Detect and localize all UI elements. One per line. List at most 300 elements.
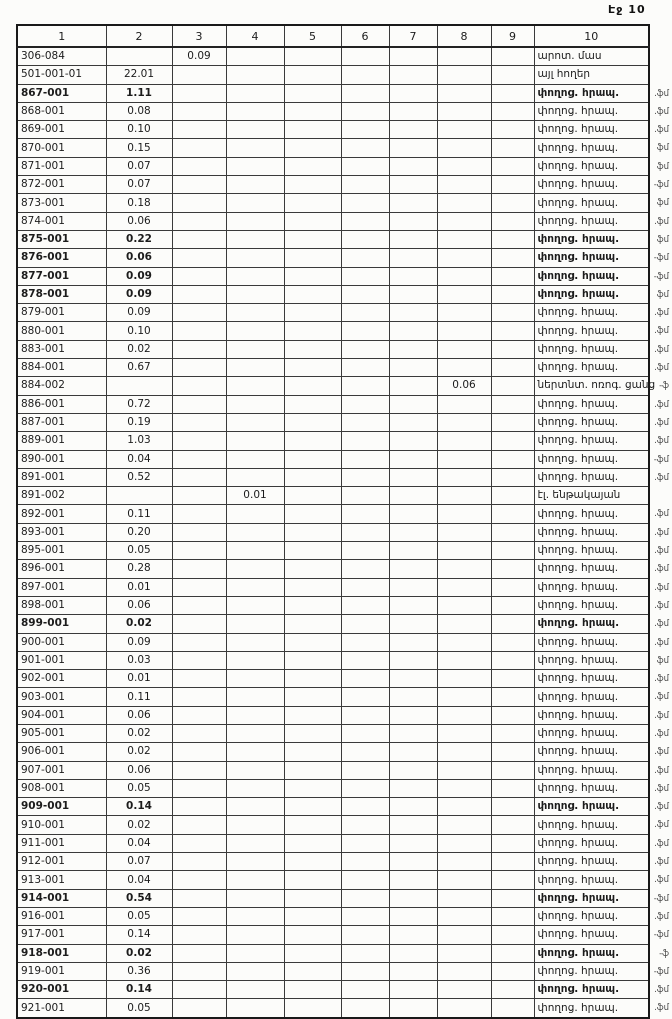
value-cell: [389, 981, 437, 999]
land-use-cell: փողոց. հրապ. .ֆմ: [534, 340, 649, 358]
value-cell: [172, 871, 226, 889]
value-cell: [437, 981, 491, 999]
value-cell: [389, 871, 437, 889]
value-cell: [284, 779, 341, 797]
value-cell: [437, 468, 491, 486]
value-cell: 0.15: [106, 139, 172, 157]
value-cell: [284, 761, 341, 779]
value-cell: [284, 212, 341, 230]
value-cell: 1.11: [106, 84, 172, 102]
value-cell: 0.01: [106, 578, 172, 596]
value-cell: [172, 779, 226, 797]
value-cell: [172, 267, 226, 285]
value-cell: [226, 688, 284, 706]
land-use-cell: փողոց. հրապ. .ֆմ: [534, 596, 649, 614]
value-cell: [491, 432, 534, 450]
value-cell: [437, 285, 491, 303]
value-cell: [341, 304, 389, 322]
value-cell: 0.36: [106, 962, 172, 980]
column-header-10: 10: [534, 25, 649, 47]
value-cell: [226, 542, 284, 560]
value-cell: [226, 340, 284, 358]
parcel-code-cell: 902-001: [17, 670, 106, 688]
value-cell: [389, 395, 437, 413]
value-cell: 0.67: [106, 359, 172, 377]
value-cell: [226, 304, 284, 322]
value-cell: [341, 798, 389, 816]
land-use-cell: այլ հողեր: [534, 66, 649, 84]
table-row: [17, 212, 649, 230]
value-cell: [226, 798, 284, 816]
table-row: [17, 523, 649, 541]
margin-mark: .ֆմ: [654, 692, 669, 703]
value-cell: [341, 66, 389, 84]
value-cell: [491, 413, 534, 431]
value-cell: [491, 121, 534, 139]
value-cell: [172, 176, 226, 194]
value-cell: [491, 542, 534, 560]
value-cell: [437, 944, 491, 962]
value-cell: [491, 395, 534, 413]
value-cell: [284, 359, 341, 377]
value-cell: 0.19: [106, 413, 172, 431]
value-cell: [341, 176, 389, 194]
value-cell: [389, 724, 437, 742]
parcel-code-cell: 912-001: [17, 853, 106, 871]
table-row: [17, 176, 649, 194]
value-cell: [437, 359, 491, 377]
value-cell: 0.14: [106, 798, 172, 816]
value-cell: 0.05: [106, 999, 172, 1018]
margin-mark: .ֆմ: [654, 509, 669, 520]
value-cell: [284, 633, 341, 651]
value-cell: [491, 47, 534, 66]
land-use-cell: փողոց. հրապ. .ֆմ: [534, 816, 649, 834]
parcel-code-cell: 898-001: [17, 596, 106, 614]
value-cell: [284, 542, 341, 560]
value-cell: 0.22: [106, 230, 172, 248]
value-cell: [389, 853, 437, 871]
table-row: [17, 304, 649, 322]
value-cell: [284, 249, 341, 267]
value-cell: [172, 487, 226, 505]
value-cell: 0.05: [106, 907, 172, 925]
value-cell: [389, 432, 437, 450]
value-cell: [437, 871, 491, 889]
parcel-code-cell: 918-001: [17, 944, 106, 962]
table-row: [17, 66, 649, 84]
value-cell: [284, 66, 341, 84]
value-cell: [106, 377, 172, 395]
value-cell: [389, 249, 437, 267]
land-use-cell: փողոց. հրապ. -ֆմ: [534, 962, 649, 980]
table-row: [17, 834, 649, 852]
value-cell: [437, 304, 491, 322]
value-cell: 0.09: [106, 304, 172, 322]
margin-mark: -ֆմ: [653, 966, 669, 977]
margin-mark: .ֆմ: [654, 674, 669, 685]
column-header-5: 5: [284, 25, 341, 47]
value-cell: [389, 779, 437, 797]
value-cell: 0.10: [106, 322, 172, 340]
value-cell: [341, 816, 389, 834]
value-cell: [172, 743, 226, 761]
value-cell: [491, 651, 534, 669]
value-cell: [284, 999, 341, 1018]
parcel-code-cell: 870-001: [17, 139, 106, 157]
column-header-3: 3: [172, 25, 226, 47]
value-cell: 22.01: [106, 66, 172, 84]
value-cell: [341, 853, 389, 871]
table-row: [17, 285, 649, 303]
value-cell: 0.06: [106, 706, 172, 724]
parcel-code-cell: 873-001: [17, 194, 106, 212]
value-cell: [437, 487, 491, 505]
value-cell: [491, 487, 534, 505]
value-cell: [226, 724, 284, 742]
value-cell: [389, 596, 437, 614]
value-cell: [491, 578, 534, 596]
parcel-code-cell: 877-001: [17, 267, 106, 285]
parcel-code-cell: 876-001: [17, 249, 106, 267]
value-cell: [437, 230, 491, 248]
parcel-code-cell: 867-001: [17, 84, 106, 102]
table-row: [17, 84, 649, 102]
margin-mark: .ֆմ: [654, 564, 669, 575]
value-cell: [491, 84, 534, 102]
parcel-code-cell: 901-001: [17, 651, 106, 669]
value-cell: [491, 670, 534, 688]
margin-mark: .ֆմ: [654, 546, 669, 557]
value-cell: [341, 487, 389, 505]
value-cell: [437, 761, 491, 779]
value-cell: 0.02: [106, 944, 172, 962]
land-use-cell: արոտ. մաս: [534, 47, 649, 66]
value-cell: [226, 962, 284, 980]
table-row: [17, 139, 649, 157]
value-cell: [172, 578, 226, 596]
value-cell: [341, 889, 389, 907]
value-cell: [284, 432, 341, 450]
parcel-code-cell: 903-001: [17, 688, 106, 706]
value-cell: [437, 889, 491, 907]
land-use-cell: փողոց. հրապ. .ֆմ: [534, 413, 649, 431]
value-cell: [226, 450, 284, 468]
value-cell: [172, 560, 226, 578]
land-use-cell: փողոց. հրապ. .ֆմ: [534, 322, 649, 340]
value-cell: [226, 523, 284, 541]
value-cell: [437, 523, 491, 541]
value-cell: [341, 157, 389, 175]
value-cell: [172, 285, 226, 303]
value-cell: [284, 688, 341, 706]
parcel-code-cell: 907-001: [17, 761, 106, 779]
margin-mark: .ֆմ: [654, 838, 669, 849]
value-cell: [491, 871, 534, 889]
value-cell: [172, 194, 226, 212]
value-cell: [389, 816, 437, 834]
value-cell: [491, 743, 534, 761]
value-cell: [172, 853, 226, 871]
land-use-cell: փողոց. հրապ. -ֆմ: [534, 926, 649, 944]
table-row: [17, 944, 649, 962]
value-cell: [226, 706, 284, 724]
value-cell: [172, 322, 226, 340]
parcel-code-cell: 869-001: [17, 121, 106, 139]
value-cell: [172, 432, 226, 450]
value-cell: 0.09: [172, 47, 226, 66]
value-cell: [284, 139, 341, 157]
parcel-code-cell: 908-001: [17, 779, 106, 797]
value-cell: [389, 633, 437, 651]
value-cell: [437, 853, 491, 871]
land-use-cell: փողոց. հրապ. ֆմ: [534, 139, 649, 157]
value-cell: [341, 432, 389, 450]
value-cell: [389, 139, 437, 157]
table-row: [17, 761, 649, 779]
margin-mark: .ֆմ: [654, 985, 669, 996]
value-cell: [389, 907, 437, 925]
table-row: [17, 853, 649, 871]
value-cell: [491, 779, 534, 797]
value-cell: [389, 121, 437, 139]
value-cell: [491, 304, 534, 322]
value-cell: [341, 139, 389, 157]
value-cell: [284, 907, 341, 925]
value-cell: [491, 981, 534, 999]
value-cell: [389, 194, 437, 212]
value-cell: 0.06: [106, 212, 172, 230]
value-cell: [437, 322, 491, 340]
value-cell: [491, 688, 534, 706]
value-cell: [284, 596, 341, 614]
value-cell: 0.07: [106, 157, 172, 175]
parcel-code-cell: 884-002: [17, 377, 106, 395]
value-cell: [437, 267, 491, 285]
value-cell: [172, 651, 226, 669]
value-cell: [226, 578, 284, 596]
margin-mark: .ֆմ: [654, 417, 669, 428]
value-cell: [437, 834, 491, 852]
value-cell: [341, 724, 389, 742]
value-cell: [389, 944, 437, 962]
value-cell: [226, 633, 284, 651]
margin-mark: -ֆմ: [653, 180, 669, 191]
value-cell: [341, 542, 389, 560]
table-row: [17, 596, 649, 614]
margin-mark: .ֆմ: [654, 911, 669, 922]
land-use-cell: փողոց. հրապ. .ֆմ: [534, 907, 649, 925]
land-use-cell: փողոց. հրապ. .ֆմ: [534, 542, 649, 560]
value-cell: [284, 670, 341, 688]
value-cell: [491, 834, 534, 852]
value-cell: [341, 907, 389, 925]
value-cell: [389, 926, 437, 944]
column-header-4: 4: [226, 25, 284, 47]
value-cell: [389, 999, 437, 1018]
value-cell: [284, 304, 341, 322]
value-cell: [437, 249, 491, 267]
table-row: [17, 542, 649, 560]
margin-mark: .ֆմ: [654, 728, 669, 739]
parcel-code-cell: 917-001: [17, 926, 106, 944]
margin-mark: .ֆմ: [654, 857, 669, 868]
parcel-code-cell: 909-001: [17, 798, 106, 816]
value-cell: 0.08: [106, 102, 172, 120]
land-use-cell: փողոց. հրապ. .ֆմ: [534, 706, 649, 724]
value-cell: [172, 450, 226, 468]
value-cell: 0.02: [106, 724, 172, 742]
value-cell: [226, 377, 284, 395]
table-row: [17, 578, 649, 596]
value-cell: [389, 84, 437, 102]
margin-mark: .ֆմ: [654, 436, 669, 447]
parcel-code-cell: 897-001: [17, 578, 106, 596]
margin-mark: -ֆ: [659, 948, 669, 959]
value-cell: [491, 724, 534, 742]
value-cell: 0.04: [106, 834, 172, 852]
parcel-code-cell: 886-001: [17, 395, 106, 413]
land-use-cell: փողոց. հրապ. ֆմ: [534, 651, 649, 669]
parcel-code-cell: 872-001: [17, 176, 106, 194]
value-cell: [172, 670, 226, 688]
value-cell: [226, 615, 284, 633]
value-cell: [437, 926, 491, 944]
value-cell: [437, 724, 491, 742]
value-cell: [341, 962, 389, 980]
value-cell: [172, 633, 226, 651]
value-cell: [437, 102, 491, 120]
value-cell: [437, 816, 491, 834]
value-cell: [389, 468, 437, 486]
margin-mark: -ֆ: [659, 381, 669, 392]
value-cell: [226, 322, 284, 340]
table-row: [17, 999, 649, 1018]
value-cell: 0.07: [106, 853, 172, 871]
value-cell: [491, 176, 534, 194]
value-cell: 0.72: [106, 395, 172, 413]
margin-mark: .ֆմ: [654, 600, 669, 611]
margin-mark: -ֆմ: [653, 271, 669, 282]
value-cell: [437, 798, 491, 816]
value-cell: 1.03: [106, 432, 172, 450]
table-row: [17, 926, 649, 944]
value-cell: [284, 706, 341, 724]
value-cell: [284, 413, 341, 431]
value-cell: [284, 651, 341, 669]
margin-mark: ֆմ: [656, 234, 669, 245]
value-cell: [226, 981, 284, 999]
page-number-label: Էջ 10: [608, 3, 646, 16]
value-cell: [389, 450, 437, 468]
value-cell: 0.02: [106, 743, 172, 761]
value-cell: [284, 926, 341, 944]
margin-mark: .ֆմ: [654, 326, 669, 337]
parcel-code-cell: 875-001: [17, 230, 106, 248]
table-row: [17, 907, 649, 925]
value-cell: [491, 157, 534, 175]
value-cell: [437, 121, 491, 139]
land-use-cell: փողոց. հրապ. .ֆմ: [534, 560, 649, 578]
value-cell: [437, 340, 491, 358]
value-cell: [341, 340, 389, 358]
parcel-code-cell: 880-001: [17, 322, 106, 340]
parcel-code-cell: 892-001: [17, 505, 106, 523]
land-use-cell: փողոց. հրապ. .ֆմ: [534, 999, 649, 1018]
value-cell: [389, 377, 437, 395]
value-cell: [389, 359, 437, 377]
value-cell: [437, 84, 491, 102]
value-cell: [226, 194, 284, 212]
value-cell: [491, 853, 534, 871]
value-cell: [284, 834, 341, 852]
margin-mark: .ֆմ: [654, 765, 669, 776]
value-cell: [437, 596, 491, 614]
land-use-cell: փողոց. հրապ. -ֆմ: [534, 889, 649, 907]
value-cell: [491, 359, 534, 377]
value-cell: [491, 889, 534, 907]
value-cell: [491, 962, 534, 980]
value-cell: [226, 944, 284, 962]
value-cell: [491, 249, 534, 267]
value-cell: [172, 926, 226, 944]
value-cell: [172, 724, 226, 742]
value-cell: [437, 47, 491, 66]
value-cell: 0.02: [106, 615, 172, 633]
margin-mark: .ֆմ: [654, 344, 669, 355]
value-cell: [172, 596, 226, 614]
value-cell: [106, 47, 172, 66]
value-cell: [491, 285, 534, 303]
value-cell: 0.05: [106, 542, 172, 560]
margin-mark: .ֆմ: [654, 399, 669, 410]
value-cell: [341, 578, 389, 596]
value-cell: 0.07: [106, 176, 172, 194]
margin-mark: ֆմ: [656, 161, 669, 172]
land-use-cell: փողոց. հրապ. .ֆմ: [534, 633, 649, 651]
parcel-code-cell: 890-001: [17, 450, 106, 468]
value-cell: [437, 651, 491, 669]
value-cell: [491, 340, 534, 358]
value-cell: [341, 194, 389, 212]
margin-mark: -ֆմ: [653, 454, 669, 465]
column-header-6: 6: [341, 25, 389, 47]
value-cell: [389, 340, 437, 358]
land-use-cell: փողոց. հրապ. .ֆմ: [534, 578, 649, 596]
table-row: [17, 505, 649, 523]
value-cell: [491, 102, 534, 120]
value-cell: [172, 212, 226, 230]
value-cell: [389, 322, 437, 340]
land-use-cell: փողոց. հրապ. .ֆմ: [534, 102, 649, 120]
value-cell: [341, 779, 389, 797]
value-cell: [437, 578, 491, 596]
value-cell: [226, 359, 284, 377]
land-use-cell: փողոց. հրապ. .ֆմ: [534, 724, 649, 742]
value-cell: [284, 267, 341, 285]
land-use-cell: փողոց. հրապ. -ֆ: [534, 944, 649, 962]
parcel-code-cell: 501-001-01: [17, 66, 106, 84]
value-cell: [341, 47, 389, 66]
margin-mark: .ֆմ: [654, 216, 669, 227]
table-row: [17, 688, 649, 706]
value-cell: [491, 194, 534, 212]
parcel-code-cell: 878-001: [17, 285, 106, 303]
value-cell: 0.09: [106, 267, 172, 285]
value-cell: [389, 889, 437, 907]
land-use-cell: փողոց. հրապ. .ֆմ: [534, 834, 649, 852]
margin-mark: .ֆմ: [654, 472, 669, 483]
